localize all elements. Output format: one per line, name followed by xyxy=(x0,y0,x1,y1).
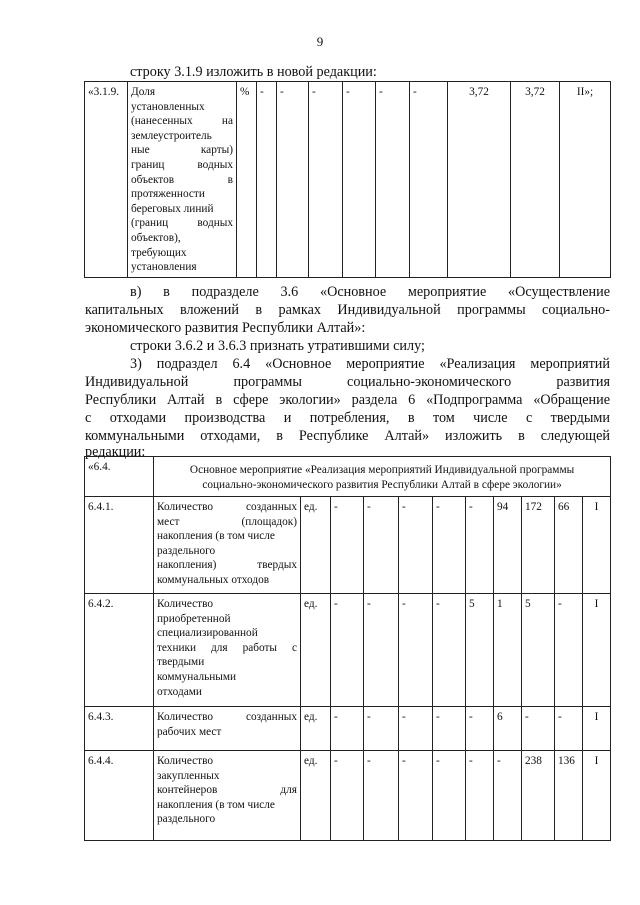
cell-value: - xyxy=(433,707,466,751)
cell-value: I xyxy=(583,707,611,751)
cell-value: I xyxy=(583,751,611,841)
row-code: 6.4.4. xyxy=(85,751,154,841)
table-row xyxy=(85,707,611,751)
cell-value: - xyxy=(331,594,364,707)
row-unit: ед. xyxy=(301,707,331,751)
cell-value: - xyxy=(331,497,364,594)
cell-value: - xyxy=(257,82,277,278)
cell-value: - xyxy=(433,751,466,841)
cell-value: I xyxy=(583,497,611,594)
header-title: Основное мероприятие «Реализация мероприятий Индивидуальной программы социально-экономического развития Республики Алтай в сфере экологии» xyxy=(154,457,611,497)
row-unit: ед. xyxy=(301,594,331,707)
paragraph-v-line-3: экономического развития Республики Алтай»: xyxy=(85,320,366,336)
table-row xyxy=(85,594,611,707)
paragraph-3-line-5: коммунальными отходами, в Республике Алтай» изложить в следующей xyxy=(85,428,610,444)
cell-value: 136 xyxy=(555,751,583,841)
cell-value: - xyxy=(277,82,309,278)
row-name: Доля установленных (нанесенных на землеустроитель ные карты) границ водных объектов в протяженности береговых линий (границ водных объектов), требующих установления xyxy=(128,82,237,278)
intro-line: строку 3.1.9 изложить в новой редакции: xyxy=(130,64,377,80)
cell-value: - xyxy=(555,594,583,707)
row-code: «3.1.9. xyxy=(85,82,128,278)
cell-value: - xyxy=(555,707,583,751)
cell-value: - xyxy=(494,751,522,841)
cell-value: 3,72 xyxy=(448,82,511,278)
cell-value: - xyxy=(433,497,466,594)
strike-lines-statement: строки 3.6.2 и 3.6.3 признать утратившими силу; xyxy=(130,338,425,354)
cell-value: I xyxy=(583,594,611,707)
cell-value: - xyxy=(466,707,494,751)
cell-value: - xyxy=(364,751,399,841)
row-name: Количество закупленных контейнеров для накопления (в том числе раздельного xyxy=(154,751,301,841)
row-code: 6.4.1. xyxy=(85,497,154,594)
cell-value: - xyxy=(466,497,494,594)
paragraph-3-line-6: редакции: xyxy=(85,444,146,460)
row-unit: % xyxy=(237,82,257,278)
cell-value: - xyxy=(399,497,433,594)
cell-value: - xyxy=(399,751,433,841)
cell-value: - xyxy=(364,497,399,594)
row-code: 6.4.3. xyxy=(85,707,154,751)
paragraph-3-line-3: Республики Алтай в сфере экологии» раздела 6 «Подпрограмма «Обращение xyxy=(85,392,610,408)
cell-value: 238 xyxy=(522,751,555,841)
paragraph-v-line-2: капитальных вложений в рамках Индивидуальной программы социально- xyxy=(85,302,610,318)
page-number: 9 xyxy=(316,34,324,49)
row-name: Количество созданных рабочих мест xyxy=(154,707,301,751)
cell-value: 6 xyxy=(494,707,522,751)
row-unit: ед. xyxy=(301,751,331,841)
paragraph-3-line-4: с отходами производства и потребления, в том числе с твердыми xyxy=(85,410,610,426)
cell-value: - xyxy=(410,82,448,278)
row-name: Количество приобретенной специализированной техники для работы с твердыми коммунальными отходами xyxy=(154,594,301,707)
paragraph-3-line-1: 3) подраздел 6.4 «Основное мероприятие «Реализация мероприятий xyxy=(130,356,610,372)
cell-value: 5 xyxy=(466,594,494,707)
cell-value: 172 xyxy=(522,497,555,594)
cell-value: - xyxy=(343,82,376,278)
row-unit: ед. xyxy=(301,497,331,594)
cell-value: 94 xyxy=(494,497,522,594)
cell-value: - xyxy=(364,594,399,707)
header-code: «6.4. xyxy=(85,457,154,497)
cell-value: 66 xyxy=(555,497,583,594)
cell-value: - xyxy=(433,594,466,707)
cell-value: - xyxy=(376,82,410,278)
table-row xyxy=(85,751,611,841)
table-row xyxy=(85,497,611,594)
paragraph-3-line-2: Индивидуальной программы социально-экономического развития xyxy=(85,374,610,390)
cell-value: - xyxy=(309,82,343,278)
table-subsection-6-4 xyxy=(84,456,611,841)
paragraph-v-line-1: в) в подразделе 3.6 «Основное мероприятие «Осуществление xyxy=(130,284,610,300)
table-indicator-3-1-9 xyxy=(84,81,611,278)
table-row xyxy=(85,82,611,278)
cell-value: - xyxy=(364,707,399,751)
row-code: 6.4.2. xyxy=(85,594,154,707)
cell-value: - xyxy=(331,751,364,841)
cell-value: - xyxy=(522,707,555,751)
cell-value: 3,72 xyxy=(511,82,560,278)
cell-value: - xyxy=(466,751,494,841)
cell-value: 1 xyxy=(494,594,522,707)
cell-value: - xyxy=(331,707,364,751)
row-name: Количество созданных мест (площадок) накопления (в том числе раздельного накопления) твердых коммунальных отходов xyxy=(154,497,301,594)
cell-value: II»; xyxy=(560,82,611,278)
cell-value: - xyxy=(399,707,433,751)
cell-value: - xyxy=(399,594,433,707)
table-header-row xyxy=(85,457,611,497)
cell-value: 5 xyxy=(522,594,555,707)
